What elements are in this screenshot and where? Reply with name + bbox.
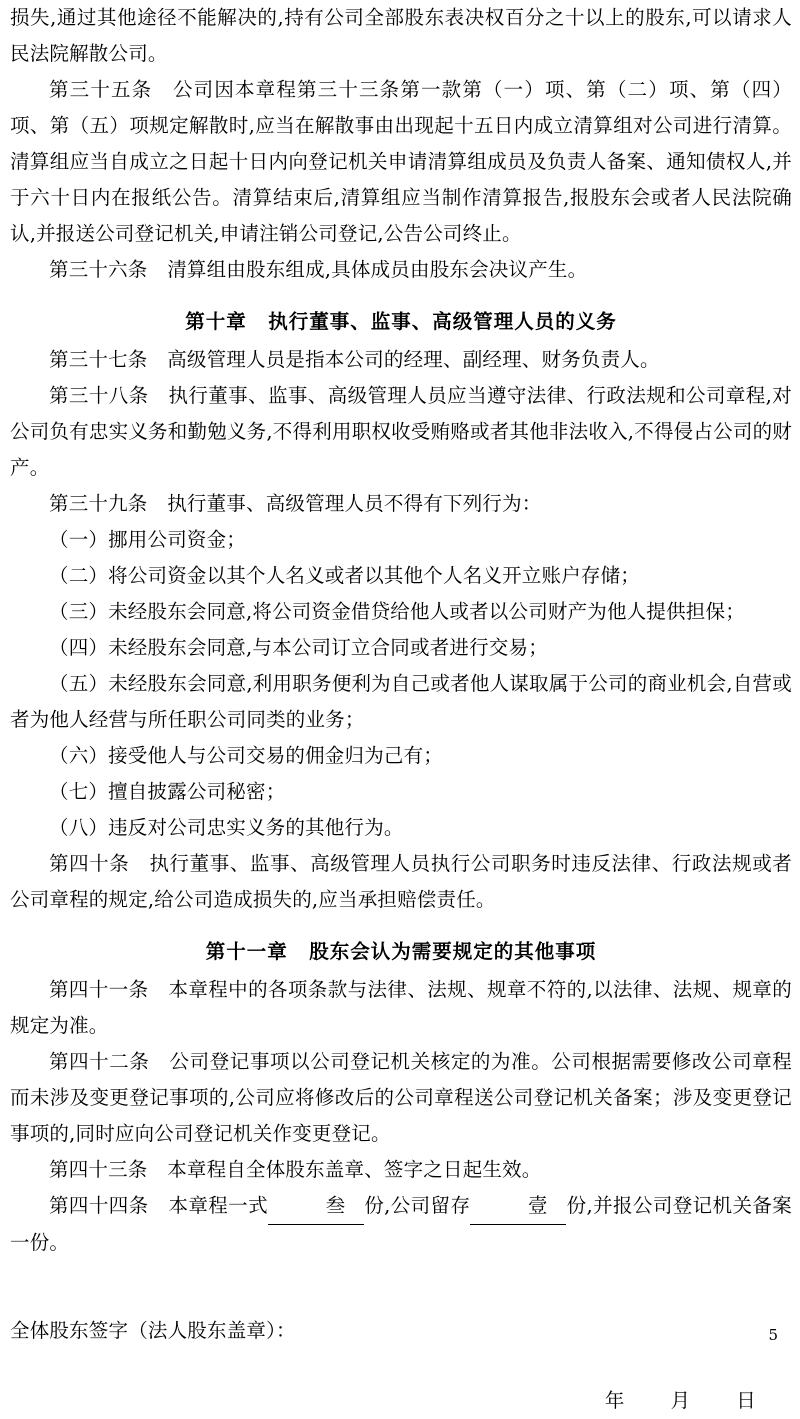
list-item-article-39-6: （六）接受他人与公司交易的佣金归为己有； (49, 744, 444, 767)
paragraph-article-35: 第三十五条 公司因本章程第三十三条第一款第（一）项、第（二）项、第（四）项、第（五）项规定解散时,应当在解散事由出现起十五日内成立清算组对公司进行清算。清算组应当自成立之日起十日内向登记机关申请清算组成员及负责人备案、通知债权人,并于六十日内在报纸公告。清算结束后,清算组应当制作清算报告,报股东会或者人民法院确认,并报送公司登记机关,申请注销公司登记,公告公司终止。 (10, 78, 792, 245)
list-item-article-39-3: （三）未经股东会同意,将公司资金借贷给他人或者以公司财产为他人提供担保； (49, 600, 745, 623)
list-item-article-39-1: （一）挪用公司资金； (49, 528, 247, 551)
article-44-prefix: 第四十四条 本章程一式 (49, 1194, 269, 1217)
article-44-middle: 份,公司留存 (364, 1194, 471, 1217)
chapter-11-number: 第十一章 (205, 940, 288, 963)
list-item-article-39-7: （七）擅自披露公司秘密； (49, 780, 286, 803)
chapter-10-heading (10, 304, 792, 340)
article-44-copies-total-blank: 叁 (268, 1188, 364, 1225)
date-month-label: 月 (670, 1389, 691, 1412)
paragraph-article-41: 第四十一条 本章程中的各项条款与法律、法规、规章不符的,以法律、法规、规章的规定为准。 (10, 978, 792, 1037)
list-item-article-39-5: （五）未经股东会同意,利用职务便利为自己或者他人谋取属于公司的商业机会,自营或者为他人经营与所任职公司同类的业务； (10, 672, 792, 731)
list-item-article-39-2: （二）将公司资金以其个人名义或者以其他个人名义开立账户存储； (49, 564, 641, 587)
paragraph-article-37: 第三十七条 高级管理人员是指本公司的经理、副经理、财务负责人。 (49, 348, 660, 371)
paragraph-article-43: 第四十三条 本章程自全体股东盖章、签字之日起生效。 (49, 1158, 542, 1181)
paragraph-article-38: 第三十八条 执行董事、监事、高级管理人员应当遵守法律、行政法规和公司章程,对公司负有忠实义务和勤勉义务,不得利用职权收受贿赂或者其他非法收入,不得侵占公司的财产。 (10, 384, 792, 479)
chapter-11-heading (10, 934, 792, 970)
chapter-10-title: 执行董事、监事、高级管理人员的义务 (268, 310, 617, 333)
date-year-label: 年 (604, 1389, 625, 1412)
paragraph-article-36: 第三十六条 清算组由股东组成,具体成员由股东会决议产生。 (49, 258, 588, 281)
paragraph-article-44 (10, 1188, 792, 1261)
paragraph-article-42: 第四十二条 公司登记事项以公司登记机关核定的为准。公司根据需要修改公司章程而未涉及变更登记事项的,公司应将修改后的公司章程送公司登记机关备案；涉及变更登记事项的,同时应向公司登记机关作变更登记。 (10, 1050, 792, 1145)
date-line (10, 1383, 792, 1419)
document-body (10, 0, 792, 1419)
page-number: 5 (768, 1326, 778, 1344)
date-day-label: 日 (736, 1389, 756, 1412)
signature-section (10, 1313, 792, 1349)
article-44-suffix: 份,并报公司登记机关备案一份。 (10, 1194, 793, 1254)
paragraph-continued-article-34: 损失,通过其他途径不能解决的,持有公司全部股东表决权百分之十以上的股东,可以请求人民法院解散公司。 (10, 6, 792, 65)
chapter-10-number: 第十章 (185, 310, 247, 333)
list-item-article-39-4: （四）未经股东会同意,与本公司订立合同或者进行交易； (49, 636, 548, 659)
list-item-article-39-8: （八）违反对公司忠实义务的其他行为。 (49, 816, 404, 839)
chapter-11-title: 股东会认为需要规定的其他事项 (309, 940, 597, 963)
signature-label: 全体股东签字（法人股东盖章）： (10, 1319, 296, 1342)
article-44-copies-kept-blank: 壹 (470, 1188, 566, 1225)
paragraph-article-40: 第四十条 执行董事、监事、高级管理人员执行公司职务时违反法律、行政法规或者公司章程的规定,给公司造成损失的,应当承担赔偿责任。 (10, 852, 792, 911)
paragraph-article-39: 第三十九条 执行董事、高级管理人员不得有下列行为： (49, 492, 542, 515)
